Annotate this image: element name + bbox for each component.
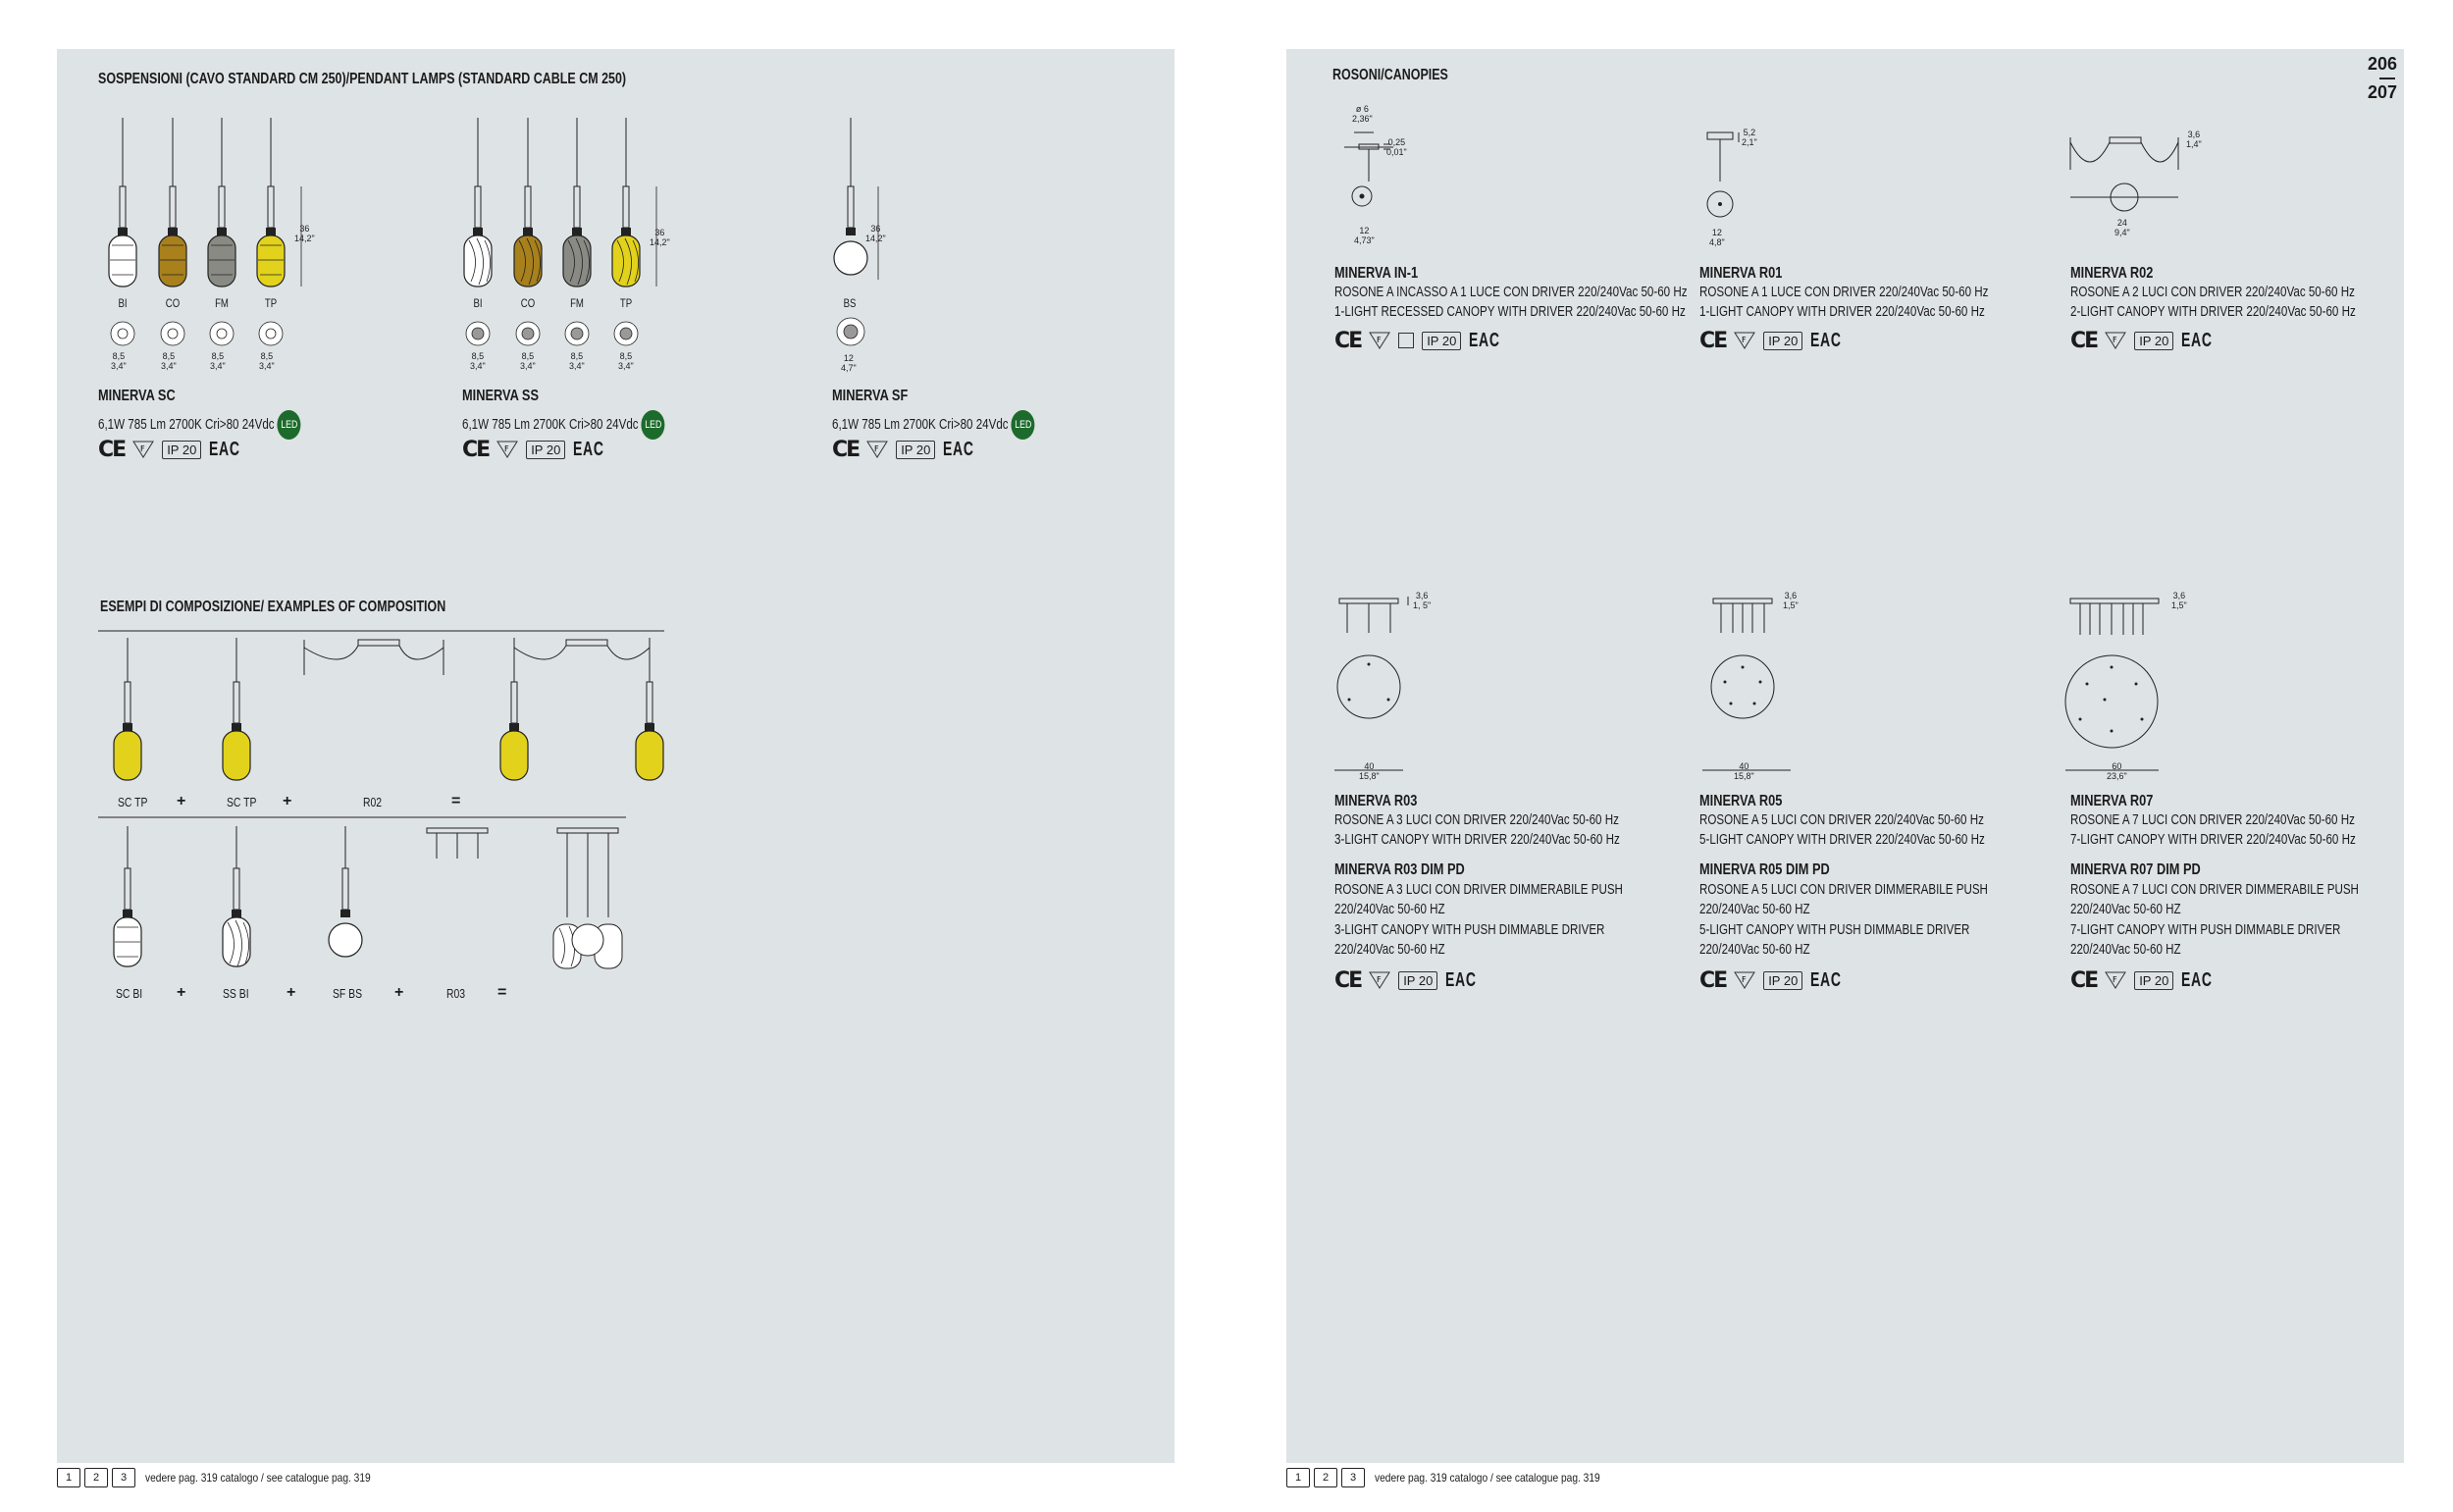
r01-dim-bottom: 12 4,8"	[1709, 228, 1725, 247]
eac-mark: EAC	[2181, 329, 2213, 351]
ip-rating: IP 20	[2134, 332, 2173, 350]
minerva-ss-drawing	[461, 113, 687, 388]
r05-dim-bottom: 40 15,8"	[1734, 761, 1754, 781]
canopy-name-r03-dim: MINERVA R03 DIM PD	[1334, 861, 1465, 878]
sc-finish-tp: TP	[264, 296, 278, 310]
comp-plus-1: +	[177, 793, 186, 809]
double-insulation-icon	[1398, 333, 1414, 348]
sf-height-dim: 36 14,2"	[865, 224, 886, 243]
minerva-r05-drawing	[1697, 594, 1796, 780]
ce-mark: CE	[1334, 967, 1362, 993]
product-name-sc: MINERVA SC	[98, 388, 176, 404]
svg-text:F: F	[2113, 975, 2117, 984]
ss-finish-tp: TP	[619, 296, 633, 310]
r05-dim-top: 3,6 1,5"	[1783, 591, 1799, 610]
comp-plus-4: +	[287, 984, 296, 1001]
product-name-sf: MINERVA SF	[832, 388, 909, 404]
eac-mark: EAC	[1810, 968, 1842, 991]
minerva-in1-drawing	[1330, 103, 1467, 260]
footer-text: vedere pag. 319 catalogo / see catalogue pag. 319	[1375, 1471, 1600, 1485]
page-number-206: 206	[2368, 54, 2398, 74]
canopy-line-in1-en: 1-LIGHT RECESSED CANOPY WITH DRIVER 220/240Vac 50-60 Hz	[1334, 304, 1686, 320]
cert-row-sc	[98, 438, 254, 461]
r02-dim-top: 3,6 1,4"	[2186, 130, 2202, 149]
page-number-207: 207	[2368, 82, 2398, 102]
canopy-line-r01-it: ROSONE A 1 LUCE CON DRIVER 220/240Vac 50-60 Hz	[1699, 285, 1989, 300]
cert-row-r01	[1699, 329, 1855, 352]
canopy-line-r05-it: ROSONE A 5 LUCI CON DRIVER 220/240Vac 50-60 Hz	[1699, 812, 1984, 828]
comp-item-sf-bs: SF BS	[333, 986, 363, 1001]
sc-finish-co: CO	[165, 296, 181, 310]
canopy-name-r02: MINERVA R02	[2070, 265, 2154, 282]
right-footer	[1286, 1468, 1640, 1487]
ss-finish-fm: FM	[570, 296, 584, 310]
cert-row-r02	[2070, 329, 2226, 352]
eac-mark: EAC	[209, 438, 240, 460]
canopy-name-r03: MINERVA R03	[1334, 793, 1418, 809]
ip-rating: IP 20	[896, 441, 935, 459]
product-spec-sc: 6,1W 785 Lm 2700K Cri>80 24Vdc LED	[98, 410, 301, 440]
ss-dia-dim-3: 8,5 3,4"	[569, 351, 585, 371]
in1-dim-bottom: 12 4,73"	[1354, 226, 1375, 245]
in1-dim-right: 0,25 0,01"	[1386, 137, 1407, 157]
ss-dia-dim-1: 8,5 3,4"	[470, 351, 486, 371]
footer-box-3: 3	[1341, 1468, 1365, 1487]
canopy-dim-r05-l1: ROSONE A 5 LUCI CON DRIVER DIMMERABILE PUSH	[1699, 882, 1988, 898]
canopy-dim-r07-l2: 220/240Vac 50-60 HZ	[2070, 902, 2181, 917]
ce-mark: CE	[1699, 328, 1727, 353]
comp-item-r02: R02	[363, 795, 383, 809]
ip-rating: IP 20	[162, 441, 201, 459]
f-mark-icon	[2105, 332, 2126, 349]
footer-text: vedere pag. 319 catalogo / see catalogue pag. 319	[145, 1471, 371, 1485]
canopy-line-r07-it: ROSONE A 7 LUCI CON DRIVER 220/240Vac 50-60 Hz	[2070, 812, 2355, 828]
comp-plus-2: +	[283, 793, 292, 809]
ce-mark: CE	[2070, 967, 2098, 993]
f-mark-icon	[132, 441, 154, 458]
comp-item-r03: R03	[446, 986, 466, 1001]
led-badge: LED	[1012, 410, 1035, 440]
eac-mark: EAC	[943, 438, 974, 460]
sf-dia-dim: 12 4,7"	[841, 353, 857, 373]
comp-item-ss-bi: SS BI	[223, 986, 249, 1001]
canopy-line-r05-en: 5-LIGHT CANOPY WITH DRIVER 220/240Vac 50-60 Hz	[1699, 832, 1985, 848]
canopy-line-r03-en: 3-LIGHT CANOPY WITH DRIVER 220/240Vac 50-60 Hz	[1334, 832, 1620, 848]
canopy-name-r01: MINERVA R01	[1699, 265, 1783, 282]
sc-finish-fm: FM	[215, 296, 229, 310]
svg-text:F: F	[1377, 975, 1382, 984]
canopy-dim-r03-l4: 220/240Vac 50-60 HZ	[1334, 942, 1445, 958]
cert-row-ss	[462, 438, 618, 461]
footer-box-3: 3	[112, 1468, 135, 1487]
eac-mark: EAC	[1445, 968, 1477, 991]
canopy-line-r01-en: 1-LIGHT CANOPY WITH DRIVER 220/240Vac 50-60 Hz	[1699, 304, 1985, 320]
eac-mark: EAC	[1810, 329, 1842, 351]
f-mark-icon	[2105, 971, 2126, 989]
r07-dim-bottom: 60 23,6"	[2107, 761, 2127, 781]
canopy-dim-r07-l4: 220/240Vac 50-60 HZ	[2070, 942, 2181, 958]
comp-item-sc-tp-2: SC TP	[227, 795, 257, 809]
svg-text:F: F	[140, 444, 145, 453]
ss-finish-co: CO	[520, 296, 536, 310]
product-name-ss: MINERVA SS	[462, 388, 539, 404]
sc-dia-dim-2: 8,5 3,4"	[161, 351, 177, 371]
cert-row-r03	[1334, 968, 1490, 992]
ce-mark: CE	[2070, 328, 2098, 353]
cert-row-sf	[832, 438, 988, 461]
composition-row1-drawing	[98, 628, 687, 795]
comp-plus-3: +	[177, 984, 186, 1001]
canopy-dim-r05-l3: 5-LIGHT CANOPY WITH PUSH DIMMABLE DRIVER	[1699, 922, 1970, 938]
canopy-line-r02-en: 2-LIGHT CANOPY WITH DRIVER 220/240Vac 50-60 Hz	[2070, 304, 2356, 320]
eac-mark: EAC	[2181, 968, 2213, 991]
composition-row2-drawing	[98, 814, 687, 981]
f-mark-icon	[1734, 332, 1755, 349]
ce-mark: CE	[1334, 328, 1362, 353]
canopy-line-r03-it: ROSONE A 3 LUCI CON DRIVER 220/240Vac 50-60 Hz	[1334, 812, 1619, 828]
page-number-divider	[2379, 78, 2395, 79]
r03-dim-top: 3,6 1, 5"	[1413, 591, 1432, 610]
cert-row-r07	[2070, 968, 2226, 992]
right-catalog-page	[1286, 49, 2404, 1463]
sc-dia-dim-1: 8,5 3,4"	[111, 351, 127, 371]
r03-dim-bottom: 40 15,8"	[1359, 761, 1380, 781]
in1-dim-top: ø 6 2,36"	[1352, 104, 1373, 124]
footer-box-2: 2	[84, 1468, 108, 1487]
sc-dia-dim-4: 8,5 3,4"	[259, 351, 275, 371]
svg-text:F: F	[2113, 336, 2117, 344]
f-mark-icon	[866, 441, 888, 458]
ce-mark: CE	[832, 437, 860, 462]
r07-dim-top: 3,6 1,5"	[2171, 591, 2187, 610]
ss-height-dim: 36 14,2"	[650, 228, 670, 247]
ip-rating: IP 20	[1422, 332, 1461, 350]
sc-dia-dim-3: 8,5 3,4"	[210, 351, 226, 371]
r01-dim-top: 5,2 2,1"	[1742, 128, 1757, 147]
ip-rating: IP 20	[1398, 971, 1437, 990]
comp-item-sc-tp-1: SC TP	[118, 795, 148, 809]
section-title-pendant: SOSPENSIONI (CAVO STANDARD CM 250)/PENDANT LAMPS (STANDARD CABLE CM 250)	[98, 71, 627, 87]
ip-rating: IP 20	[1763, 332, 1802, 350]
canopy-line-r02-it: ROSONE A 2 LUCI CON DRIVER 220/240Vac 50-60 Hz	[2070, 285, 2355, 300]
product-spec-sf: 6,1W 785 Lm 2700K Cri>80 24Vdc LED	[832, 410, 1035, 440]
canopy-name-r07: MINERVA R07	[2070, 793, 2154, 809]
ss-dia-dim-2: 8,5 3,4"	[520, 351, 536, 371]
canopy-line-in1-it: ROSONE A INCASSO A 1 LUCE CON DRIVER 220/240Vac 50-60 Hz	[1334, 285, 1688, 300]
comp-plus-5: +	[394, 984, 404, 1001]
ce-mark: CE	[1699, 967, 1727, 993]
sc-height-dim: 36 14,2"	[294, 224, 315, 243]
ip-rating: IP 20	[526, 441, 565, 459]
comp-equals-2: =	[497, 984, 507, 1001]
f-mark-icon	[1369, 332, 1390, 349]
minerva-r03-drawing	[1330, 594, 1428, 780]
canopy-name-r07-dim: MINERVA R07 DIM PD	[2070, 861, 2201, 878]
comp-equals-1: =	[451, 793, 461, 809]
comp-item-sc-bi: SC BI	[116, 986, 143, 1001]
footer-box-1: 1	[57, 1468, 80, 1487]
ip-rating: IP 20	[2134, 971, 2173, 990]
minerva-sc-drawing	[98, 113, 324, 388]
f-mark-icon	[1369, 971, 1390, 989]
sc-finish-bi: BI	[118, 296, 128, 310]
ce-mark: CE	[98, 437, 126, 462]
ip-rating: IP 20	[1763, 971, 1802, 990]
r02-dim-bottom: 24 9,4"	[2114, 218, 2130, 237]
section-title-canopies: ROSONI/CANOPIES	[1332, 67, 1448, 83]
canopy-name-r05: MINERVA R05	[1699, 793, 1783, 809]
section-title-composition: ESEMPI DI COMPOSIZIONE/ EXAMPLES OF COMPOSITION	[100, 599, 446, 615]
eac-mark: EAC	[573, 438, 604, 460]
sf-finish-bs: BS	[843, 296, 857, 310]
f-mark-icon	[1734, 971, 1755, 989]
footer-box-1: 1	[1286, 1468, 1310, 1487]
svg-text:F: F	[1377, 336, 1382, 344]
canopy-dim-r05-l2: 220/240Vac 50-60 HZ	[1699, 902, 1810, 917]
ce-mark: CE	[462, 437, 490, 462]
svg-text:F: F	[1742, 336, 1747, 344]
product-spec-ss: 6,1W 785 Lm 2700K Cri>80 24Vdc LED	[462, 410, 665, 440]
cert-row-r05	[1699, 968, 1855, 992]
canopy-dim-r03-l3: 3-LIGHT CANOPY WITH PUSH DIMMABLE DRIVER	[1334, 922, 1605, 938]
svg-text:F: F	[504, 444, 509, 453]
footer-box-2: 2	[1314, 1468, 1337, 1487]
canopy-name-r05-dim: MINERVA R05 DIM PD	[1699, 861, 1830, 878]
cert-row-in1	[1334, 329, 1514, 352]
canopy-dim-r05-l4: 220/240Vac 50-60 HZ	[1699, 942, 1810, 958]
canopy-name-in1: MINERVA IN-1	[1334, 265, 1419, 282]
svg-text:F: F	[1742, 975, 1747, 984]
canopy-dim-r07-l3: 7-LIGHT CANOPY WITH PUSH DIMMABLE DRIVER	[2070, 922, 2341, 938]
canopy-line-r07-en: 7-LIGHT CANOPY WITH DRIVER 220/240Vac 50-60 Hz	[2070, 832, 2356, 848]
ss-dia-dim-4: 8,5 3,4"	[618, 351, 634, 371]
canopy-dim-r03-l1: ROSONE A 3 LUCI CON DRIVER DIMMERABILE PUSH	[1334, 882, 1623, 898]
minerva-sf-drawing	[834, 113, 913, 388]
minerva-r07-drawing	[2065, 594, 2183, 780]
canopy-dim-r07-l1: ROSONE A 7 LUCI CON DRIVER DIMMERABILE PUSH	[2070, 882, 2359, 898]
eac-mark: EAC	[1469, 329, 1500, 351]
canopy-dim-r03-l2: 220/240Vac 50-60 HZ	[1334, 902, 1445, 917]
ss-finish-bi: BI	[473, 296, 483, 310]
f-mark-icon	[496, 441, 518, 458]
left-footer	[57, 1468, 410, 1487]
led-badge: LED	[278, 410, 301, 440]
svg-text:F: F	[874, 444, 879, 453]
led-badge: LED	[642, 410, 665, 440]
